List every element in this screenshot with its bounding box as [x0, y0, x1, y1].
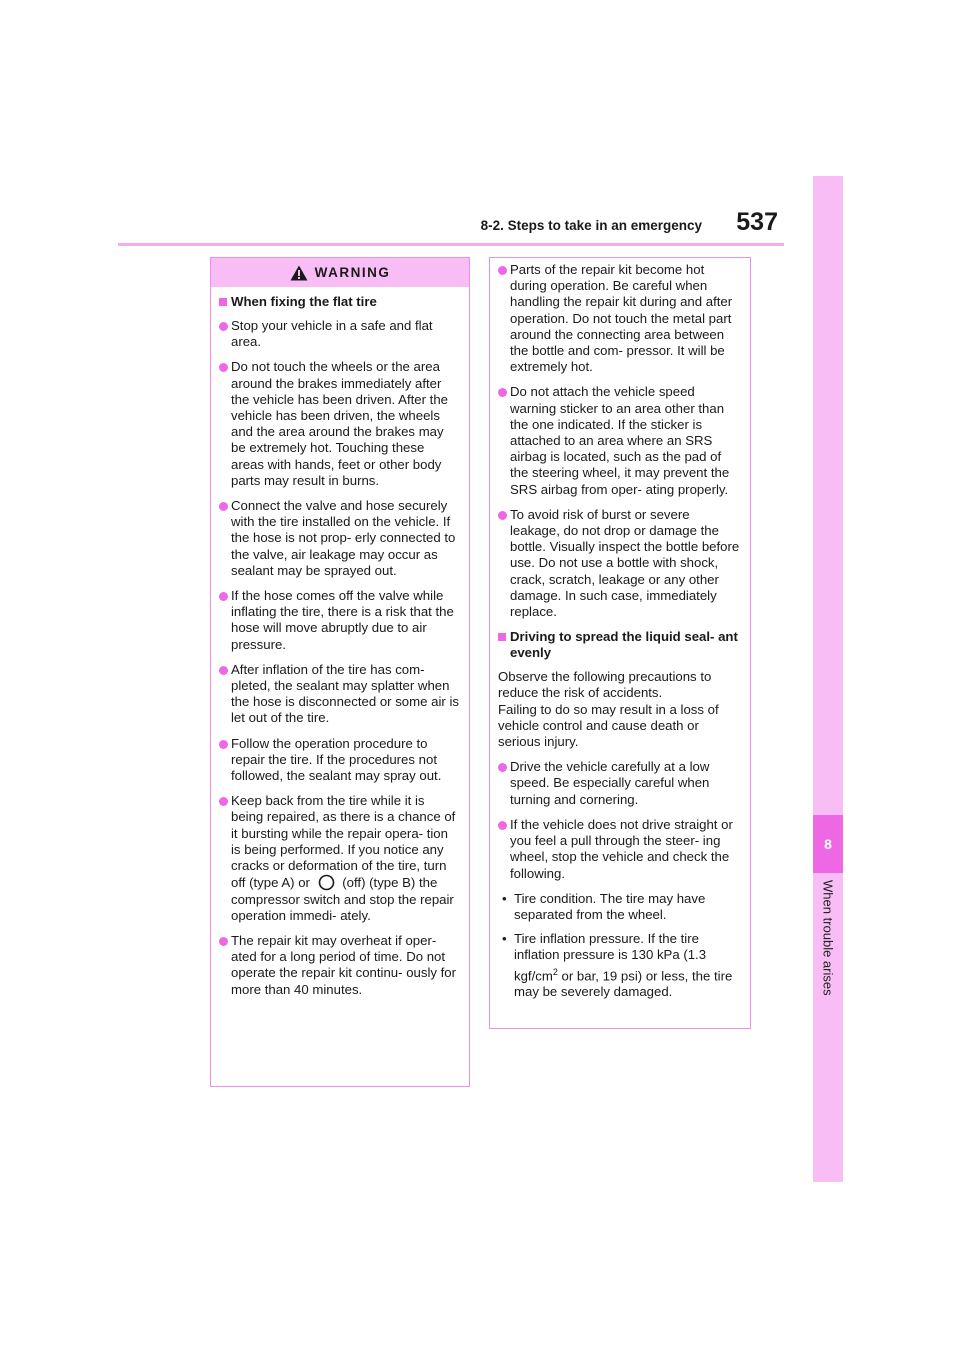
check-item-pressure [498, 931, 741, 1000]
warning-item: Connect the valve and hose securely with the tire installed on the vehicle. If the hose is not prop- erly connected to the valve, air leakage may occur as sealant may be sprayed out. [219, 498, 460, 579]
warning-item: The repair kit may overheat if oper- ated for a long period of time. Do not operate the repair kit continu- ously for more than 40 minutes. [219, 933, 460, 998]
header-title: 8-2. Steps to take in an emergency [480, 218, 702, 233]
check-item: • Tire condition. The tire may have separated from the wheel. [498, 891, 741, 923]
page-number: 537 [736, 208, 778, 236]
warning-item: To avoid risk of burst or severe leakage, do not drop or damage the bottle. Visually inspect the bottle before use. Do not use a bottle with shock, crack, scratch, leakage or any other damage. In such case, immediately replace. [498, 507, 741, 620]
paragraph-line: Observe the following precautions to reduce the risk of accidents. [498, 669, 712, 701]
check-item-text: Tire inflation pressure. If the tire inflation pressure is 130 kPa (1.3 kgf/cm [514, 931, 707, 983]
warning-item: Do not touch the wheels or the area around the brakes immediately after the vehicle has been driven. After the vehicle has been driven, the wheels and the area around the brakes may be extremely hot. Touching these areas with hands, feet or other body parts may result in burns. [219, 359, 460, 489]
warning-item-text: Keep back from the tire while it is being repaired, as there is a chance of it bursting while the repair opera- tion is being performed. If you notice any cracks or deformation of the tire, turn off (type A) or [231, 793, 456, 891]
warning-item-compressor [219, 793, 460, 924]
warning-item: If the vehicle does not drive straight or you feel a pull through the steer- ing wheel, stop the vehicle and check the following. [498, 817, 741, 882]
warning-title: WARNING [314, 265, 391, 280]
warning-box-left [210, 257, 470, 1087]
power-off-circle-icon [318, 874, 335, 891]
warning-title-bar [211, 258, 469, 287]
warning-item-text: (off) (type B) the compressor switch and stop the repair operation immedi- ately. [231, 875, 454, 923]
side-tab-chapter-number: 8 [813, 815, 843, 873]
warning-item: Stop your vehicle in a safe and flat area. [219, 318, 460, 350]
warning-item: Follow the operation procedure to repair the tire. If the procedures not followed, the sealant may spray out. [219, 736, 460, 785]
warning-item: Parts of the repair kit become hot during operation. Be careful when handling the repair kit during and after operation. Do not touch the metal part around the connecting area between the bottle and com- pressor. It will be extremely hot. [498, 262, 741, 375]
warning-triangle-icon [290, 265, 308, 281]
header-rule [118, 243, 784, 246]
side-tab-label-text: When trouble arises [820, 880, 836, 996]
paragraph-line: Failing to do so may result in a loss of vehicle control and cause death or serious injury. [498, 701, 719, 750]
warning-item: If the hose comes off the valve while inflating the tire, there is a risk that the hose will move abruptly due to air pressure. [219, 588, 460, 653]
section-heading-flat-tire: When fixing the flat tire [219, 294, 460, 310]
warning-box-right [489, 257, 751, 1029]
warning-item: Do not attach the vehicle speed warning sticker to an area other than the one indicated. If the sticker is attached to an area where an SRS airbag is located, such as the pad of the steering wheel, it may prevent the SRS airbag from oper- ating properly. [498, 384, 741, 497]
warning-item: After inflation of the tire has com- pleted, the sealant may splatter when the hose is disconnected or some air is let out of the tire. [219, 662, 460, 727]
warning-item: Drive the vehicle carefully at a low speed. Be especially careful when turning and cornering. [498, 759, 741, 808]
superscript: 2 [552, 966, 558, 977]
section-heading-driving: Driving to spread the liquid seal- ant evenly [498, 629, 741, 661]
side-tab [813, 176, 843, 1182]
side-tab-chapter-label [806, 880, 850, 996]
check-item-text: or bar, 19 psi) or less, the tire may be severely damaged. [514, 967, 733, 1000]
paragraph [498, 669, 741, 750]
